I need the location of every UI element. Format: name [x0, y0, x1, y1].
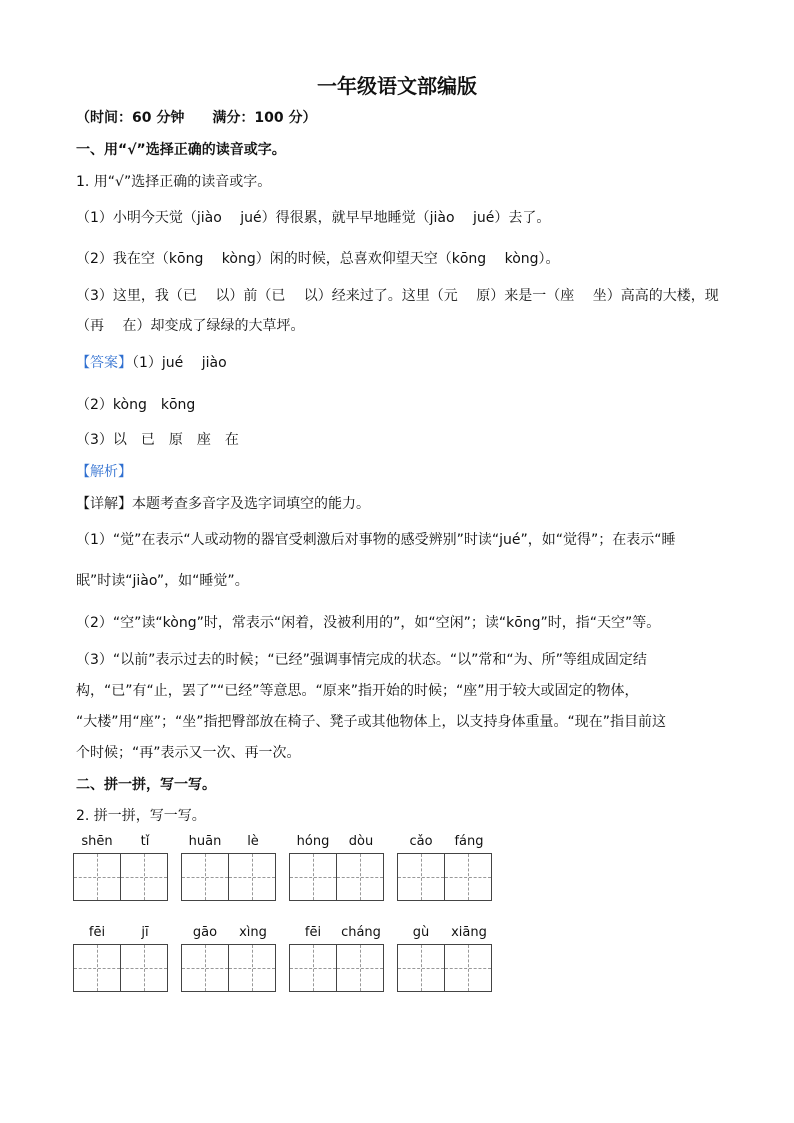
pinyin-label: jī	[141, 925, 149, 940]
pinyin-label: cǎo	[409, 834, 433, 849]
section1-heading: 一、用“√”选择正确的读音或字。	[76, 142, 286, 158]
exam-info: （时间：60 分钟 满分：100 分）	[76, 110, 317, 126]
answer-3: （3）以 已 原 座 在	[76, 432, 239, 448]
pinyin-label: huān	[188, 834, 222, 849]
explanation-1: （1）“觉”在表示“人或动物的器官受刺激后对事物的感受辨别”时读“jué”，如“觉得”；在表示“睡	[76, 532, 676, 548]
pinyin-label: gù	[412, 925, 430, 940]
writing-grid[interactable]	[289, 944, 383, 992]
item-1: （1）小明今天觉（jiào jué）得很累，就早早地睡觉（jiào jué）去了。	[76, 210, 551, 226]
explanation-3: （3）“以前”表示过去的时候；“已经”强调事情完成的状态。“以”常和“为、所”等组成固定结	[76, 652, 647, 668]
explanation-2: （2）“空”读“kòng”时，常表示“闲着，没被利用的”，如“空闲”；读“kōng”时，指“天空”等。	[76, 615, 661, 631]
pinyin-label: lè	[247, 834, 259, 849]
detail-label: 【详解】	[76, 496, 132, 512]
answer-line-1	[76, 353, 227, 373]
answer-1: （1）jué jiào	[132, 355, 227, 371]
writing-grid[interactable]	[397, 853, 491, 901]
pinyin-label: cháng	[341, 925, 381, 940]
writing-grid[interactable]	[289, 853, 383, 901]
pinyin-label: fēi	[88, 925, 106, 940]
item-2: （2）我在空（kōng kòng）闲的时候，总喜欢仰望天空（kōng kòng）。	[76, 251, 560, 267]
question-1: 1. 用“√”选择正确的读音或字。	[76, 174, 272, 190]
item-3-cont: （再 在）却变成了绿绿的大草坪。	[76, 318, 305, 334]
pinyin-label: fēi	[304, 925, 322, 940]
answer-2: （2）kòng kōng	[76, 397, 196, 413]
item-3: （3）这里，我（已 以）前（已 以）经来过了。这里（元 原）来是一（座 坐）高高的大楼，现	[76, 288, 719, 304]
detail-intro: 本题考查多音字及选字词填空的能力。	[132, 496, 370, 512]
pinyin-label: gāo	[192, 925, 218, 940]
writing-grid[interactable]	[181, 853, 275, 901]
explanation-1-cont: 眠”时读“jiào”，如“睡觉”。	[76, 573, 249, 589]
pinyin-label: hóng	[296, 834, 330, 849]
writing-grid[interactable]	[73, 853, 167, 901]
question-2: 2. 拼一拼，写一写。	[76, 808, 206, 824]
answer-label: 【答案】	[76, 355, 132, 371]
pinyin-label: fáng	[454, 834, 484, 849]
pinyin-label: xiāng	[451, 925, 487, 940]
writing-grid[interactable]	[397, 944, 491, 992]
page-title: 一年级语文部编版	[317, 74, 477, 98]
pinyin-label: shēn	[81, 834, 113, 849]
explanation-3-cont3: 个时候；“再”表示又一次、再一次。	[76, 745, 301, 761]
pinyin-label: dòu	[348, 834, 374, 849]
explanation-3-cont2: “大楼”用“座”；“坐”指把臀部放在椅子、凳子或其他物体上，以支持身体重量。“现在”指目前这	[76, 714, 667, 730]
pinyin-label: xìng	[239, 925, 267, 940]
writing-grid[interactable]	[73, 944, 167, 992]
detail-line	[76, 494, 370, 514]
writing-grid[interactable]	[181, 944, 275, 992]
explanation-3-cont1: 构，“已”有“止，罢了”“已经”等意思。“原来”指开始的时候；“座”用于较大或固定的物体，	[76, 683, 639, 699]
analysis-label: 【解析】	[76, 464, 132, 480]
pinyin-label: tǐ	[140, 834, 150, 849]
section2-heading: 二、拼一拼，写一写。	[76, 777, 216, 793]
